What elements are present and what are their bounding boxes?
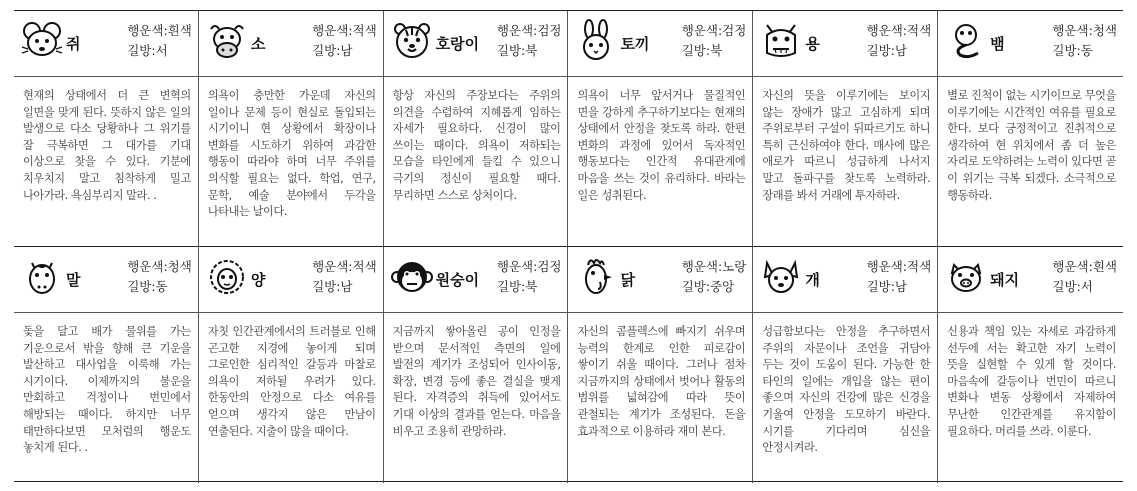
fortune-text: 자칫 인간관계에서의 트러블로 인해 곤고한 지경에 놓이게 되며 그로인한 심리적인 갈등과 마찰로 의욕이 저하될 우려가 있다. 한동안의 안정으로 다소 여유를 얻으며 생각지 않은 만남이 연출된다. 지출이 많을 때이다. <box>207 325 376 438</box>
lucky-direction: 길방:북 <box>681 43 723 58</box>
zodiac-name: 닭 <box>620 271 635 289</box>
fortune-text: 별로 진척이 없는 시기이므로 무엇을 이루기에는 시간적인 여유를 필요로 한다. 보다 긍정적이고 진취적으로 생각하여 현 위치에서 좀 더 높은 자리로 도약하려는 노력이 있다면 곧 이 위기는 극복 되겠다. 소극적으로 행동하라. <box>947 89 1116 202</box>
fortune-cell-monkey <box>384 313 569 483</box>
zodiac-name: 쥐 <box>66 35 81 53</box>
zodiac-header-pig <box>938 247 1123 313</box>
zodiac-name: 용 <box>805 35 820 53</box>
fortune-cell-horse <box>14 313 199 483</box>
rat-icon <box>20 19 64 63</box>
lucky-color: 행운색:청색 <box>127 259 192 274</box>
zodiac-header-ox <box>199 11 384 77</box>
zodiac-info <box>312 21 377 61</box>
fortune-text: 현재의 상태에서 더 큰 변혁의 일면을 맞게 된다. 뜻하지 않은 일의 발생으로 다소 당황하나 그 위기를 잘 극복하면 그 대가를 기대 이상으로 찾을 수 있다. 기분에 치우치지 말고 침착하게 밀고 나아가라. 욕심부리지 말라. . <box>23 89 191 202</box>
lucky-direction: 길방:동 <box>1052 43 1093 58</box>
fortune-cell-pig <box>938 313 1123 483</box>
fortune-text: 돛을 달고 배가 물위를 가는 기운으로서 밖을 향해 큰 기운을 발산하고 대사업을 이룩해 가는 시기이다. 이제까지의 불운을 만회하고 걱정이나 번민에서 해방되는 때이다. 하지만 너무 태만하다보면 모처럼의 행운도 놓치게 된다. . <box>23 325 191 455</box>
lucky-direction: 길방:북 <box>496 43 538 58</box>
zodiac-name: 원숭이 <box>435 271 480 289</box>
lucky-direction: 길방:남 <box>312 279 353 294</box>
zodiac-info <box>497 21 562 61</box>
ox-icon <box>205 19 249 63</box>
lucky-color: 행운색:적색 <box>866 23 932 38</box>
lucky-color: 행운색:흰색 <box>127 23 192 38</box>
zodiac-info <box>127 21 192 61</box>
lucky-direction: 길방:남 <box>866 279 907 294</box>
zodiac-name: 호랑이 <box>435 35 480 53</box>
tiger-icon <box>390 19 434 63</box>
dragon-icon <box>759 19 803 63</box>
zodiac-name: 소 <box>250 35 266 53</box>
zodiac-info <box>127 257 192 297</box>
lucky-color: 행운색:흰색 <box>1052 259 1117 274</box>
zodiac-header-rabbit <box>568 11 753 77</box>
zodiac-header-rat <box>14 11 199 77</box>
zodiac-fortune-table <box>14 10 1123 482</box>
horse-icon <box>20 255 64 299</box>
zodiac-info <box>497 257 562 297</box>
zodiac-info <box>682 21 747 61</box>
lucky-color: 행운색:검정 <box>496 23 562 38</box>
zodiac-header-rooster <box>568 247 753 313</box>
lucky-direction: 길방:서 <box>127 43 168 58</box>
fortune-cell-sheep <box>199 313 384 483</box>
fortune-cell-rabbit <box>568 77 753 247</box>
zodiac-info <box>1052 257 1117 297</box>
lucky-color: 행운색:적색 <box>866 259 932 274</box>
fortune-text: 신용과 책임 있는 자세로 과감하게 선두에 서는 확고한 자기 노력이 뜻을 실현할 수 있게 할 것이다. 마음속에 갈등이나 번민이 따르니 변화나 변동 상황에서 자제하여 무난한 인간관계를 유지함이 필요하다. 머리를 쓰라. 이룬다. <box>947 325 1116 438</box>
fortune-text: 성급함보다는 안정을 추구하면서 주위의 자문이나 조언을 귀담아 두는 것이 도움이 된다. 가능한 한 타인의 일에는 개입을 않는 편이 좋으며 자신의 건강에 많은 신경을 기울여 안정을 도모하기 바란다. 시기를 기다리며 심신을 안정시켜라. <box>762 325 931 455</box>
lucky-direction: 길방:서 <box>1052 279 1093 294</box>
fortune-text: 자신의 콤플렉스에 빠지기 쉬우며 능력의 한계로 인한 피로감이 쌓이기 쉬울 때이다. 그러나 점차 지금까지의 상태에서 벗어나 활동의 범위를 넓혀감에 따라 뜻이 관철되는 계기가 조성된다. 돈을 효과적으로 이용하라 재미 본다. <box>577 325 746 438</box>
zodiac-info <box>867 257 932 297</box>
zodiac-header-tiger <box>384 11 569 77</box>
dog-icon <box>759 255 803 299</box>
zodiac-info <box>682 257 747 297</box>
rabbit-icon <box>574 19 618 63</box>
fortune-cell-snake <box>938 77 1123 247</box>
lucky-direction: 길방:남 <box>312 43 353 58</box>
zodiac-name: 말 <box>66 271 81 289</box>
fortune-text: 항상 자신의 주장보다는 주위의 의견을 수렴하여 지혜롭게 임하는 자세가 필요하다. 신경이 많이 쓰이는 때이다. 의욕이 저하되는 모습을 타인에게 들킬 수 있으니 극기의 정신이 필요할 때다. 무리하면 스스로 상처이다. <box>392 89 561 202</box>
lucky-color: 행운색:노랑 <box>681 259 747 274</box>
zodiac-name: 돼지 <box>990 271 1020 289</box>
lucky-color: 행운색:검정 <box>496 259 562 274</box>
fortune-cell-ox <box>199 77 384 247</box>
zodiac-name: 토끼 <box>620 35 650 53</box>
fortune-text: 지금까지 쌓아올린 공이 인정을 받으며 문서적인 측면의 일에 발전의 계기가 조성되어 인사이동, 확장, 변경 등에 좋은 결실을 맺게 된다. 자격증의 취득에 있어서도 기대 이상의 결과를 얻는다. 마음을 비우고 조용히 관망하라. <box>392 325 561 438</box>
zodiac-header-dog <box>753 247 938 313</box>
fortune-text: 자신의 뜻을 이루기에는 보이지 않는 장애가 많고 고심하게 되며 주위로부터 구설이 뒤따르기도 하니 특히 근신하여야 한다. 매사에 많은 애로가 따르니 성급하게 나서지 말고 돌파구를 찾도록 노력하라. 장래를 봐서 거래에 투자하라. <box>762 89 931 202</box>
lucky-direction: 길방:중앙 <box>681 279 735 294</box>
rooster-icon <box>574 255 618 299</box>
zodiac-info <box>312 257 377 297</box>
fortune-cell-tiger <box>384 77 569 247</box>
monkey-icon <box>390 255 434 299</box>
fortune-cell-rooster <box>568 313 753 483</box>
lucky-color: 행운색:검정 <box>681 23 747 38</box>
lucky-color: 행운색:적색 <box>312 23 377 38</box>
lucky-color: 행운색:적색 <box>312 259 377 274</box>
zodiac-name: 뱀 <box>990 35 1005 53</box>
zodiac-header-dragon <box>753 11 938 77</box>
zodiac-info <box>867 21 932 61</box>
pig-icon <box>944 255 988 299</box>
fortune-text: 의욕이 너무 앞서거나 물질적인 면을 강하게 추구하기보다는 현재의 상태에서 안정을 찾도록 하라. 한편 변화의 과정에 있어서 독자적인 행동보다는 인간적 유대관계에 마음을 쓰는 것이 유리하다. 바라는 일은 성취된다. <box>577 89 746 202</box>
zodiac-name: 양 <box>250 271 266 289</box>
fortune-cell-dragon <box>753 77 938 247</box>
lucky-direction: 길방:남 <box>866 43 907 58</box>
zodiac-header-monkey <box>384 247 569 313</box>
fortune-text: 의욕이 충만한 가운데 자신의 일이나 문제 등이 현실로 돌입되는 시기이니 현 상황에서 확장이나 변화를 시도하기 위하여 과감한 행동이 따라야 하며 너무 주위를 의식할 필요는 없다. 학업, 연구, 문학, 예술 분야에서 두각을 나타내는 날이다. <box>207 89 376 219</box>
lucky-direction: 길방:북 <box>496 279 538 294</box>
zodiac-info <box>1052 21 1117 61</box>
zodiac-name: 개 <box>805 271 820 289</box>
zodiac-header-sheep <box>199 247 384 313</box>
fortune-cell-rat <box>14 77 199 247</box>
lucky-direction: 길방:동 <box>127 279 168 294</box>
lucky-color: 행운색:청색 <box>1052 23 1117 38</box>
snake-icon <box>944 19 988 63</box>
zodiac-header-snake <box>938 11 1123 77</box>
fortune-cell-dog <box>753 313 938 483</box>
sheep-icon <box>205 255 249 299</box>
zodiac-header-horse <box>14 247 199 313</box>
